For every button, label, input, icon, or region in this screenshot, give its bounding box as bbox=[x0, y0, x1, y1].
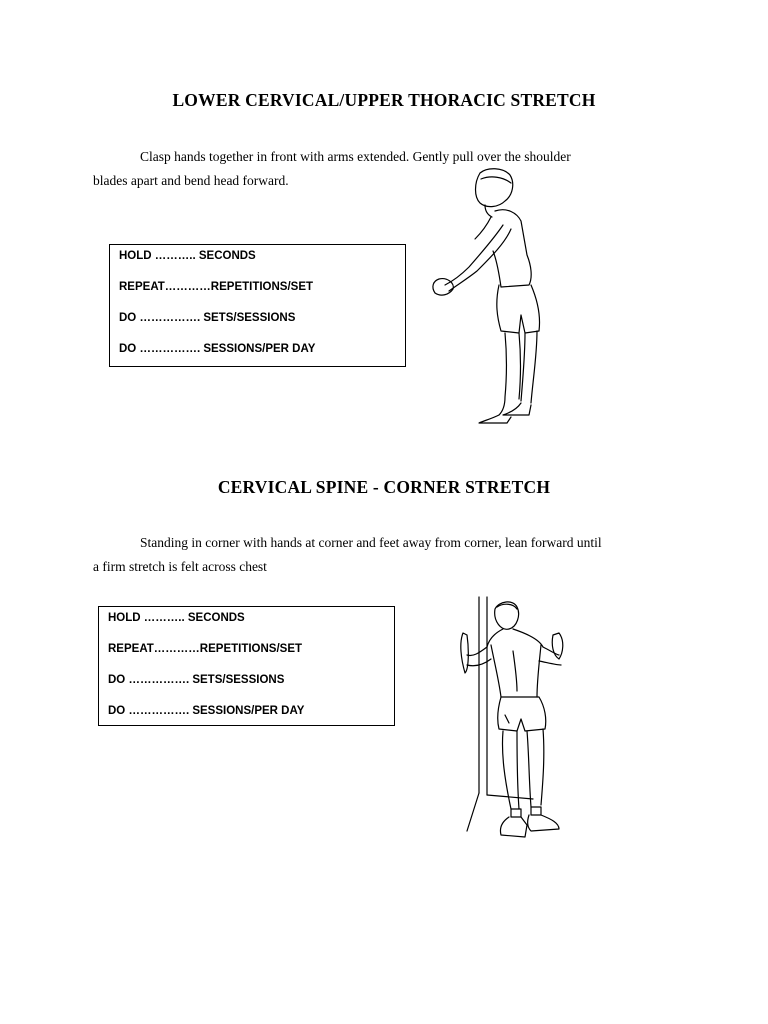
hold-row: HOLD ……….. SECONDS bbox=[108, 612, 245, 624]
section-1-instruction-line-2: blades apart and bend head forward. bbox=[93, 173, 289, 188]
sessions-row: DO ……………. SESSIONS/PER DAY bbox=[108, 705, 305, 717]
sessions-row: DO ……………. SESSIONS/PER DAY bbox=[119, 343, 316, 355]
thoracic-stretch-illustration bbox=[425, 165, 555, 430]
hold-row: HOLD ……….. SECONDS bbox=[119, 250, 256, 262]
section-1-title: LOWER CERVICAL/UPPER THORACIC STRETCH bbox=[172, 90, 596, 110]
repeat-row: REPEAT…………REPETITIONS/SET bbox=[108, 643, 303, 655]
sets-row: DO ……………. SETS/SESSIONS bbox=[108, 674, 285, 686]
section-2-dosage-box bbox=[98, 606, 395, 726]
section-2-instruction-line-1: Standing in corner with hands at corner and feet away from corner, lean forward until bbox=[140, 535, 602, 550]
section-2-instruction-line-2: a firm stretch is felt across chest bbox=[93, 559, 267, 574]
section-2-title: CERVICAL SPINE - CORNER STRETCH bbox=[217, 477, 551, 497]
repeat-row: REPEAT…………REPETITIONS/SET bbox=[119, 281, 314, 293]
sets-row: DO ……………. SETS/SESSIONS bbox=[119, 312, 296, 324]
section-1-dosage-box bbox=[109, 244, 406, 367]
section-1-instruction-line-1: Clasp hands together in front with arms extended. Gently pull over the shoulder bbox=[140, 149, 571, 164]
corner-stretch-illustration bbox=[455, 595, 585, 840]
